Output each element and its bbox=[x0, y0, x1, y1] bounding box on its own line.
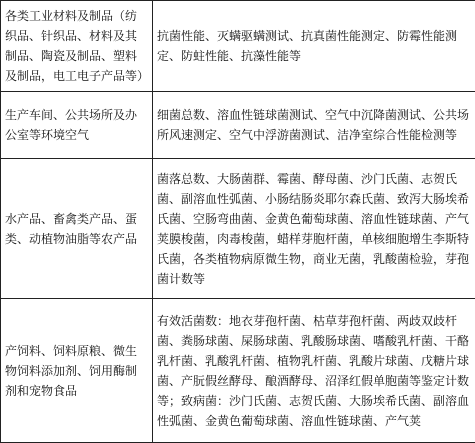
category-cell: 水产品、畜禽类产品、蛋类、动植物油脂等农产品 bbox=[1, 159, 153, 299]
table-row bbox=[1, 299, 475, 443]
test-items-cell: 菌落总数、大肠菌群、霉菌、酵母菌、沙门氏菌、志贺氏菌、副溶血性弧菌、小肠结肠炎耶尔森氏菌、致泻大肠埃希氏菌、空肠弯曲菌、金黄色葡萄球菌、溶血性链球菌、产气荚膜梭菌，肉毒梭菌，蜡样芽胞杆菌，单核细胞增生李斯特氏菌，各类植物病原微生物，商业无菌，乳酸菌检验，芽孢菌计数等 bbox=[153, 159, 475, 299]
category-cell: 产饲料、饲料原粮、微生物饲料添加剂、饲用酶制剂和宠物食品 bbox=[1, 299, 153, 443]
category-cell: 生产车间、公共场所及办公室等环境空气 bbox=[1, 92, 153, 159]
table-row bbox=[1, 159, 475, 299]
category-cell: 各类工业材料及制品（纺织品、针织品、材料及其制品、陶瓷及制品、塑料及制品，电工电子产品等） bbox=[1, 1, 153, 92]
test-items-cell: 抗菌性能、灭螨驱螨测试、抗真菌性能测定、防霉性能测定、防蛀性能、抗藻性能等 bbox=[153, 1, 475, 92]
table-row bbox=[1, 92, 475, 159]
test-items-cell: 细菌总数、溶血性链球菌测试、空气中沉降菌测试、公共场所风速测定、空气中浮游菌测试、洁净室综合性能检测等 bbox=[153, 92, 475, 159]
table-row bbox=[1, 1, 475, 92]
test-items-cell: 有效活菌数：地衣芽孢杆菌、枯草芽孢杆菌、两歧双歧杆菌、粪肠球菌、屎肠球菌、乳酸肠球菌、嗜酸乳杆菌、干酪乳杆菌、乳酸乳杆菌、植物乳杆菌、乳酸片球菌、戊糖片球菌、产朊假丝酵母、酿酒酵母、沼泽红假单胞菌等鉴定计数等；致病菌：沙门氏菌、志贺氏菌、大肠埃希氏菌、副溶血性弧菌、金黄色葡萄球菌、溶血性链球菌、产气荚 bbox=[153, 299, 475, 443]
